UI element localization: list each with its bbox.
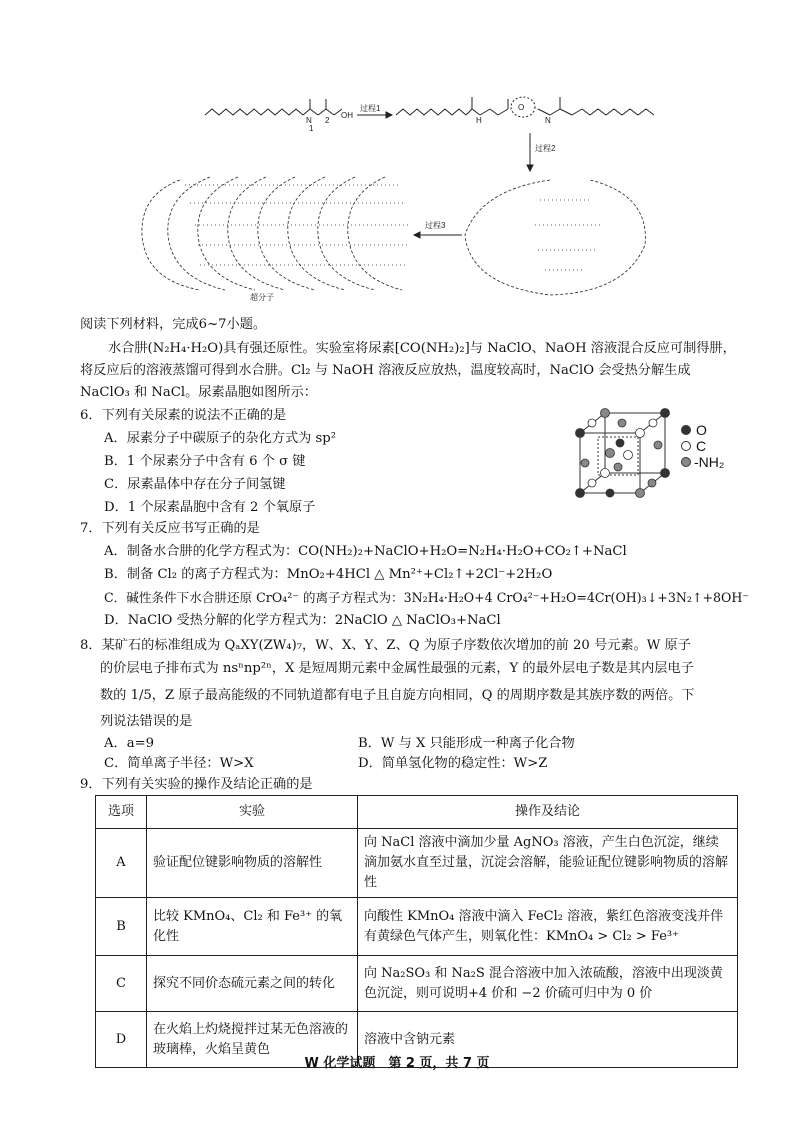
q7-option-d: D．NaClO 受热分解的化学方程式为：2NaClO △ NaClO₃+NaCl: [104, 613, 501, 628]
passage-line-1: 水合肼(N₂H₄·H₂O)具有强还原性。实验室将尿素[CO(NH₂)₂]与 NaClO、NaOH 溶液混合反应可制得肼，: [108, 341, 736, 356]
row-d-experiment: 在火焰上灼烧搅拌过某无色溶液的玻璃棒，火焰呈黄色: [147, 1012, 358, 1068]
q8-option-d: D．简单氢化物的稳定性：W>Z: [358, 756, 548, 771]
q9-table: [95, 795, 738, 1068]
chain-label-oh: OH: [341, 111, 353, 120]
passage-line-2: 将反应后的溶液蒸馏可得到水合肼。Cl₂ 与 NaOH 溶液反应放热，温度较高时，NaClO 会受热分解生成: [80, 363, 691, 378]
legend-o-marker: [682, 426, 691, 435]
supramolecule-diagram: [120, 85, 680, 310]
q8-option-c: C．简单离子半径：W>X: [104, 756, 254, 771]
q8-option-a: A．a=9: [104, 736, 155, 751]
row-d-option: D: [96, 1012, 147, 1068]
row-a-operation: 向 NaCl 溶液中滴加少量 AgNO₃ 溶液，产生白色沉淀，继续滴加氨水直至过量，沉淀会溶解，能验证配位键影响物质的溶解性: [358, 829, 738, 898]
instruction-text: 阅读下列材料，完成6~7小题。: [80, 317, 267, 332]
supramolecule-caption: 超分子: [250, 293, 274, 302]
legend-c-marker: [682, 442, 691, 451]
table-row: [96, 829, 738, 898]
q6-option-c: C．尿素晶体中存在分子间氢键: [104, 477, 286, 492]
row-c-option: C: [96, 956, 147, 1012]
q8-line-4: 列说法错误的是: [100, 714, 193, 729]
process3-label: 过程3: [425, 221, 446, 230]
table-row: [96, 956, 738, 1012]
q8-line-1: 8．某矿石的标准组成为 QₐXY(ZW₄)₇，W、X、Y、Z、Q 为原子序数依次增加的前 20 号元素。W 原子: [80, 638, 691, 653]
single-ring: [465, 180, 645, 295]
q6-option-d: D．1 个尿素晶胞中含有 2 个氧原子: [104, 500, 316, 515]
legend-markers: [680, 424, 692, 468]
urea-crystal-cell: [570, 405, 678, 505]
q8-line-2: 的价层电子排布式为 nsⁿnp²ⁿ，X 是短周期元素中金属性最强的元素，Y 的最外层电子数是其内层电子: [100, 661, 694, 676]
row-b-experiment: 比较 KMnO₄、Cl₂ 和 Fe³⁺ 的氧化性: [147, 898, 358, 956]
legend-nh2-marker: [682, 458, 691, 467]
supramolecule-tube: [142, 177, 410, 290]
row-a-experiment: 验证配位键影响物质的溶解性: [147, 829, 358, 898]
chain-label-o: O: [518, 103, 525, 112]
q7-option-a: A．制备水合肼的化学方程式为：CO(NH₂)₂+NaClO+H₂O=N₂H₄·H₂O+CO₂↑+NaCl: [104, 544, 627, 559]
q6-option-a: A．尿素分子中碳原子的杂化方式为 sp²: [104, 431, 337, 446]
q8-line-3: 数的 1/5，Z 原子最高能级的不同轨道都有电子且自旋方向相同，Q 的周期序数是其族序数的两倍。下: [100, 688, 695, 703]
process1-label: 过程1: [360, 104, 381, 113]
fatty-chain-right: [396, 109, 466, 115]
legend-c: C: [696, 438, 707, 454]
row-b-option: B: [96, 898, 147, 956]
row-b-operation: 向酸性 KMnO₄ 溶液中滴入 FeCl₂ 溶液，紫红色溶液变浅并伴有黄绿色气体产生，则氧化性：KMnO₄ > Cl₂ > Fe³⁺: [358, 898, 738, 956]
q7-option-b: B．制备 Cl₂ 的离子方程式为：MnO₂+4HCl △ Mn²⁺+Cl₂↑+2Cl⁻+2H₂O: [104, 567, 553, 582]
chain-label-n: N: [306, 116, 312, 125]
process2-label: 过程2: [535, 144, 556, 153]
fatty-chain-left: [205, 109, 303, 115]
chain-label-h: H: [476, 116, 482, 125]
q7-stem: 7．下列有关反应书写正确的是: [80, 521, 260, 536]
page-footer: W 化学试题 第 2 页，共 7 页: [304, 1056, 490, 1071]
q9-stem: 9．下列有关实验的操作及结论正确的是: [80, 777, 313, 792]
legend-o: O: [696, 422, 707, 438]
chain-label-1: 1: [309, 124, 314, 133]
chain-label-n2: N: [545, 116, 551, 125]
header-option: 选项: [96, 796, 147, 829]
passage-line-3: NaClO₃ 和 NaCl。尿素晶胞如图所示：: [80, 385, 317, 400]
header-operation: 操作及结论: [358, 796, 738, 829]
q6-option-b: B．1 个尿素分子中含有 6 个 σ 键: [104, 454, 306, 469]
q7-option-c: C．碱性条件下水合肼还原 CrO₄²⁻ 的离子方程式为：3N₂H₄·H₂O+4 CrO₄²⁻+H₂O=4Cr(OH)₃↓+3N₂↑+8OH⁻: [104, 590, 749, 605]
legend-nh2: -NH₂: [694, 454, 725, 470]
row-a-option: A: [96, 829, 147, 898]
row-c-experiment: 探究不同价态硫元素之间的转化: [147, 956, 358, 1012]
row-d-operation: 溶液中含钠元素: [358, 1012, 738, 1068]
q6-stem: 6．下列有关尿素的说法不正确的是: [80, 408, 287, 423]
header-experiment: 实验: [147, 796, 358, 829]
table-header-row: [96, 796, 738, 829]
row-c-operation: 向 Na₂SO₃ 和 Na₂S 混合溶液中加入浓硫酸，溶液中出现淡黄色沉淀，则可说明+4 价和 −2 价硫可归中为 0 价: [358, 956, 738, 1012]
table-row: [96, 898, 738, 956]
chain-label-2: 2: [325, 116, 330, 125]
q8-option-b: B．W 与 X 只能形成一种离子化合物: [358, 736, 575, 751]
